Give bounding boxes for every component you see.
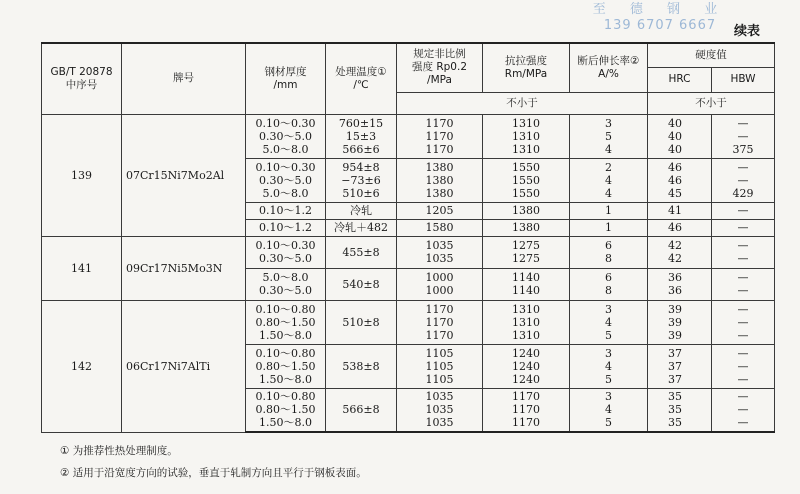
elongation-value: 2 [605, 160, 612, 174]
elongation-cell [570, 202, 648, 219]
elongation-cell [570, 300, 648, 344]
tensile-value: 1140 [512, 284, 540, 297]
yield-value: 1035 [425, 416, 454, 430]
hrc-value: 39 [668, 328, 682, 342]
yield-value: 1105 [425, 359, 454, 373]
thickness-value: 1.50～8.0 [259, 328, 312, 342]
thickness-value: 1.50～8.0 [259, 416, 312, 430]
tensile-value: 1170 [512, 390, 540, 404]
elongation-value: 1 [605, 204, 612, 217]
thickness-value: 0.10～0.80 [255, 390, 316, 404]
elongation-value: 4 [605, 359, 612, 373]
continued-label: 续表 [733, 24, 760, 39]
hrc-cell [648, 268, 712, 300]
hrc-value: 46 [668, 221, 682, 234]
hbw-value: — [737, 116, 749, 130]
hbw-value: — [737, 284, 749, 297]
hrc-cell [648, 158, 712, 202]
yield-value: 1000 [425, 271, 454, 284]
tensile-cell [483, 268, 570, 300]
elongation-value: 3 [605, 116, 612, 130]
footnote-1: ① 为推荐性热处理制度。 [60, 445, 178, 457]
hrc-cell [648, 388, 712, 432]
temp-cell [326, 219, 397, 236]
watermark [580, 2, 740, 34]
hbw-cell [712, 236, 775, 268]
thickness-value: 5.0～8.0 [262, 186, 309, 200]
hrc-cell [648, 300, 712, 344]
hbw-value: 375 [732, 142, 754, 156]
table-row [42, 114, 775, 158]
yield-value: 1035 [425, 252, 454, 265]
hrc-value: 41 [668, 204, 682, 217]
elongation-value: 5 [605, 416, 612, 430]
hbw-cell [712, 344, 775, 388]
elongation-value: 3 [605, 302, 612, 316]
thickness-value: 0.10～0.30 [255, 160, 316, 174]
yield-cell [397, 158, 483, 202]
hbw-cell [712, 219, 775, 236]
hrc-cell [648, 236, 712, 268]
hbw-value: — [737, 390, 749, 404]
hbw-cell [712, 300, 775, 344]
gb-seq-cell: 139 [42, 114, 122, 236]
temp-cell [326, 236, 397, 268]
hrc-value: 36 [668, 284, 682, 297]
footnote-2: ② 适用于沿宽度方向的试验，垂直于轧制方向且平行于钢板表面。 [60, 467, 367, 479]
hbw-cell [712, 268, 775, 300]
watermark-company: 至 德 钢 业 [592, 2, 728, 17]
gb-seq-cell: 141 [42, 236, 122, 300]
elongation-value: 3 [605, 346, 612, 360]
thickness-value: 0.10～0.30 [255, 116, 316, 130]
header-yield: 规定非比例 强度 Rp0.2 /MPa [397, 43, 483, 92]
temp-value: 760±15 [338, 116, 384, 130]
yield-value: 1035 [425, 390, 454, 404]
thickness-value: 0.80～1.50 [255, 359, 316, 373]
hrc-value: 40 [668, 116, 682, 130]
hbw-value: — [737, 328, 749, 342]
hbw-value: — [737, 359, 749, 373]
yield-value: 1170 [425, 129, 454, 143]
thickness-value: 0.30～5.0 [259, 173, 312, 187]
yield-value: 1170 [425, 328, 454, 342]
tensile-value: 1310 [512, 116, 540, 130]
table-body [42, 114, 775, 432]
yield-value: 1380 [425, 173, 454, 187]
hrc-value: 39 [668, 302, 682, 316]
hbw-cell [712, 202, 775, 219]
tensile-value: 1550 [512, 173, 540, 187]
thickness-value: 0.80～1.50 [255, 403, 316, 417]
yield-cell [397, 344, 483, 388]
tensile-cell [483, 219, 570, 236]
elongation-cell [570, 388, 648, 432]
tensile-cell [483, 114, 570, 158]
yield-value: 1105 [425, 372, 454, 386]
yield-cell [397, 202, 483, 219]
elongation-value: 4 [605, 315, 612, 329]
elongation-value: 5 [605, 372, 612, 386]
elongation-value: 6 [605, 239, 612, 252]
hrc-cell [648, 202, 712, 219]
hrc-value: 37 [668, 359, 682, 373]
thickness-value: 5.0～8.0 [262, 271, 309, 284]
hbw-value: — [737, 372, 749, 386]
tensile-cell [483, 202, 570, 219]
thickness-value: 0.10～0.30 [255, 239, 316, 252]
elongation-value: 4 [605, 173, 612, 187]
yield-cell [397, 236, 483, 268]
tensile-value: 1275 [512, 252, 540, 265]
tensile-value: 1310 [512, 328, 540, 342]
temp-cell [326, 158, 397, 202]
hbw-value: — [737, 271, 749, 284]
elongation-cell [570, 158, 648, 202]
hbw-value: — [737, 315, 749, 329]
hrc-value: 36 [668, 271, 682, 284]
thickness-value: 5.0～8.0 [262, 142, 309, 156]
grade-cell: 07Cr15Ni7Mo2Al [122, 114, 246, 236]
tensile-value: 1170 [512, 403, 540, 417]
grade-cell: 06Cr17Ni7AlTi [122, 300, 246, 432]
hrc-cell [648, 114, 712, 158]
temp-value: 566±6 [342, 142, 380, 156]
tensile-value: 1310 [512, 302, 540, 316]
elongation-cell [570, 344, 648, 388]
elongation-value: 4 [605, 186, 612, 200]
yield-value: 1170 [425, 315, 454, 329]
hrc-value: 35 [668, 390, 682, 404]
yield-value: 1580 [425, 221, 454, 234]
thickness-cell [246, 388, 326, 432]
header-not-less-1: 不小于 [397, 92, 648, 114]
elongation-value: 5 [605, 129, 612, 143]
header-tensile: 抗拉强度 Rm/MPa [483, 43, 570, 92]
hrc-value: 40 [668, 142, 682, 156]
thickness-value: 0.80～1.50 [255, 315, 316, 329]
temp-cell [326, 114, 397, 158]
hrc-value: 46 [668, 160, 682, 174]
yield-value: 1000 [425, 284, 454, 297]
yield-value: 1035 [425, 403, 454, 417]
yield-cell [397, 219, 483, 236]
tensile-value: 1240 [512, 372, 540, 386]
temp-cell [326, 300, 397, 344]
yield-value: 1170 [425, 142, 454, 156]
hbw-value: — [737, 252, 749, 265]
yield-cell [397, 114, 483, 158]
thickness-value: 0.30～5.0 [259, 129, 312, 143]
temp-value: 954±8 [342, 160, 380, 174]
temp-value: 510±8 [342, 315, 380, 329]
yield-cell [397, 300, 483, 344]
hbw-value: 429 [732, 186, 754, 200]
thickness-cell [246, 158, 326, 202]
header-not-less-2: 不小于 [648, 92, 775, 114]
yield-value: 1105 [425, 346, 454, 360]
hrc-value: 37 [668, 346, 682, 360]
temp-cell [326, 388, 397, 432]
footnotes [60, 440, 367, 484]
temp-value: 冷轧 [350, 204, 372, 217]
tensile-value: 1380 [512, 221, 540, 234]
hbw-cell [712, 388, 775, 432]
hbw-value: — [737, 346, 749, 360]
hbw-cell [712, 158, 775, 202]
elongation-value: 8 [605, 252, 612, 265]
header-treat-temp: 处理温度① /℃ [326, 43, 397, 114]
tensile-value: 1170 [512, 416, 540, 430]
temp-cell [326, 202, 397, 219]
thickness-cell [246, 300, 326, 344]
hrc-cell [648, 344, 712, 388]
hrc-value: 39 [668, 315, 682, 329]
thickness-value: 0.10～1.2 [259, 204, 312, 217]
tensile-value: 1550 [512, 186, 540, 200]
hbw-value: — [737, 403, 749, 417]
hrc-value: 45 [668, 186, 682, 200]
elongation-value: 3 [605, 390, 612, 404]
temp-value: 538±8 [342, 359, 380, 373]
hbw-value: — [737, 173, 749, 187]
hbw-value: — [737, 416, 749, 430]
thickness-cell [246, 114, 326, 158]
temp-cell [326, 344, 397, 388]
tensile-value: 1380 [512, 204, 540, 217]
hrc-value: 35 [668, 416, 682, 430]
temp-value: 540±8 [342, 277, 380, 291]
temp-cell [326, 268, 397, 300]
tensile-cell [483, 158, 570, 202]
header-grade: 牌号 [122, 43, 246, 114]
gb-seq-cell: 142 [42, 300, 122, 432]
temp-value: 冷轧＋482 [334, 221, 388, 234]
hbw-value: — [737, 160, 749, 174]
tensile-value: 1310 [512, 142, 540, 156]
hrc-value: 37 [668, 372, 682, 386]
properties-table [41, 42, 775, 433]
hrc-value: 40 [668, 129, 682, 143]
temp-value: 566±8 [342, 403, 380, 417]
temp-value: −73±6 [341, 173, 381, 187]
elongation-value: 4 [605, 142, 612, 156]
tensile-value: 1310 [512, 315, 540, 329]
tensile-cell [483, 300, 570, 344]
tensile-value: 1140 [512, 271, 540, 284]
thickness-value: 0.10～1.2 [259, 221, 312, 234]
header-hrc: HRC [648, 67, 712, 92]
yield-value: 1380 [425, 186, 454, 200]
thickness-cell [246, 219, 326, 236]
table-row [42, 300, 775, 344]
tensile-cell [483, 236, 570, 268]
elongation-value: 5 [605, 328, 612, 342]
hbw-value: — [737, 221, 749, 234]
elongation-cell [570, 114, 648, 158]
elongation-cell [570, 219, 648, 236]
tensile-value: 1550 [512, 160, 540, 174]
hbw-cell [712, 114, 775, 158]
elongation-value: 8 [605, 284, 612, 297]
thickness-cell [246, 268, 326, 300]
temp-value: 510±6 [342, 186, 380, 200]
tensile-value: 1240 [512, 346, 540, 360]
yield-value: 1380 [425, 160, 454, 174]
thickness-value: 1.50～8.0 [259, 372, 312, 386]
tensile-cell [483, 344, 570, 388]
hrc-value: 42 [668, 252, 682, 265]
thickness-cell [246, 344, 326, 388]
tensile-cell [483, 388, 570, 432]
hrc-value: 35 [668, 403, 682, 417]
yield-cell [397, 388, 483, 432]
thickness-cell [246, 202, 326, 219]
yield-value: 1035 [425, 239, 454, 252]
hbw-value: — [737, 204, 749, 217]
thickness-value: 0.30～5.0 [259, 252, 312, 265]
header-hardness: 硬度值 [648, 43, 775, 67]
thickness-value: 0.10～0.80 [255, 346, 316, 360]
hbw-value: — [737, 239, 749, 252]
thickness-value: 0.10～0.80 [255, 302, 316, 316]
hrc-value: 46 [668, 173, 682, 187]
elongation-cell [570, 268, 648, 300]
elongation-value: 6 [605, 271, 612, 284]
temp-value: 455±8 [342, 245, 380, 259]
header-thickness: 钢材厚度 /mm [246, 43, 326, 114]
hbw-value: — [737, 129, 749, 143]
thickness-cell [246, 236, 326, 268]
thickness-value: 0.30～5.0 [259, 284, 312, 297]
table-row [42, 236, 775, 268]
temp-value: 15±3 [345, 129, 377, 143]
header-elongation: 断后伸长率② A/% [570, 43, 648, 92]
tensile-value: 1275 [512, 239, 540, 252]
elongation-value: 1 [605, 221, 612, 234]
yield-value: 1205 [425, 204, 454, 217]
tensile-value: 1310 [512, 129, 540, 143]
hrc-cell [648, 219, 712, 236]
hbw-value: — [737, 302, 749, 316]
yield-cell [397, 268, 483, 300]
elongation-value: 4 [605, 403, 612, 417]
yield-value: 1170 [425, 302, 454, 316]
header-hbw: HBW [712, 67, 775, 92]
tensile-value: 1240 [512, 359, 540, 373]
watermark-phone: 139 6707 6667 [603, 18, 717, 33]
hrc-value: 42 [668, 239, 682, 252]
elongation-cell [570, 236, 648, 268]
yield-value: 1170 [425, 116, 454, 130]
header-gb: GB/T 20878 中序号 [42, 43, 122, 114]
grade-cell: 09Cr17Ni5Mo3N [122, 236, 246, 300]
